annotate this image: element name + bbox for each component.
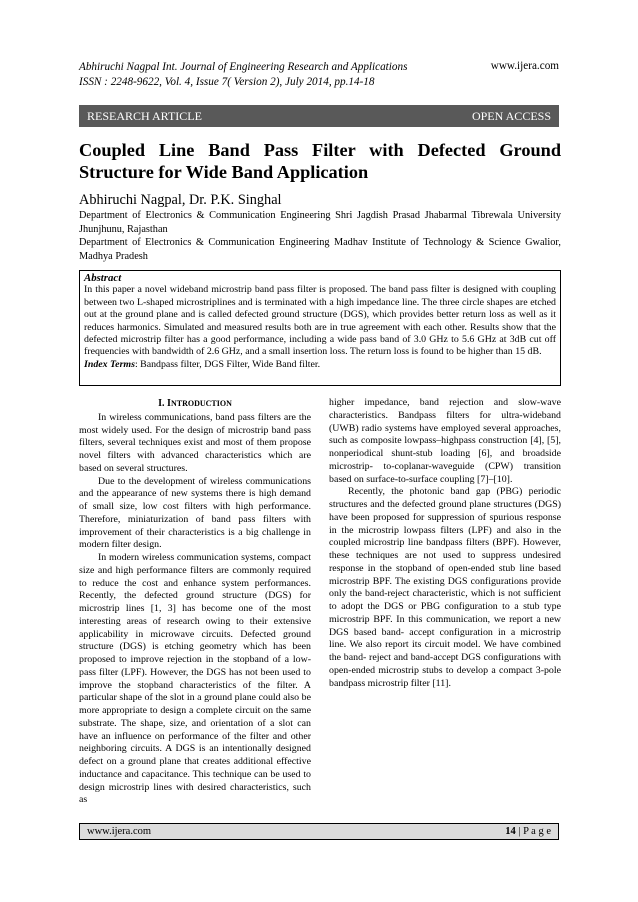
footer-site[interactable]: www.ijera.com [87,826,152,837]
abstract-text: In this paper a novel wideband microstrip band pass filter is proposed. The band pass filter is designed with coupling between two L-shaped microstriplines and is terminated with a high impedance line. The three circle shapes are etched out at the ground plane and is called defected ground structure (DGS), which provides better return loss as well as it reduces harmonics. Simulated and measured results both are in true agreement with each other. Results show that the defected microstrip filter has a good performance, including a wide pass band of 3.0 GHz to 5.6 GHz at 3dB cut off frequencies with bandwidth of 2.6 GHz, and a small insertion loss. The return loss is found to be higher than 15 dB. [84,284,556,358]
page-footer [79,823,559,840]
index-terms-label: Index Terms [84,358,135,370]
section-number: I. [158,398,165,409]
paragraph: higher impedance, band rejection and slow-wave characteristics. Bandpass filters for ultra-wideband (UWB) radio systems have employed several approaches, such as composite lowpass–highpass construction [4], [5], nonperiodical shunt-stub loading [6], and broadside microstrip- to-coplanar-waveguide (CPW) transition based on surface-to-surface coupling [7]–[10]. [329,397,561,485]
journal-line-2: ISSN : 2248-9622, Vol. 4, Issue 7( Version 2), July 2014, pp.14-18 [79,75,375,88]
section-heading [79,398,311,411]
article-banner [79,105,559,127]
journal-header [79,60,519,89]
abstract-box [79,270,561,386]
index-terms-text: : Bandpass filter, DGS Filter, Wide Band filter. [134,358,321,370]
affiliation-1: Department of Electronics & Communication Engineering Shri Jagdish Prasad Jhabarmal Tibrewala University Jhunjhunu, Rajasthan [79,210,561,235]
banner-access: OPEN ACCESS [471,108,551,123]
authors: Abhiruchi Nagpal, Dr. P.K. Singhal [79,192,282,208]
paper-title: Coupled Line Band Pass Filter with Defected Ground Structure for Wide Band Application [79,140,561,182]
paragraph: Due to the development of wireless communications and the appearance of new systems there is high demand of small size, low cost filters with high performance. Therefore, miniaturization of band pass filters with improvement of their characteristics is a big challenge in modern filter design. [79,475,311,551]
index-terms [84,359,556,371]
banner-article-type: RESEARCH ARTICLE [87,108,202,123]
section-title-initial: I [167,398,171,409]
paragraph: In wireless communications, band pass filters are the most widely used. For the design of microstrip band pass filters, several techniques exist and most of them propose novel filters with advanced characteristics which are based on several structures. [79,411,311,474]
page-label: | P a g e [515,826,551,837]
page-number-value: 14 [505,826,516,837]
paragraph: Recently, the photonic band gap (PBG) periodic structures and the defected ground plane structures (DGS) have been proposed for suppression of spurious response in the microstrip lowpass filters (LPF) and also in the coupled microstrip line bandpass filters (BPF). However, these techniques are not used to suppress undesired response in the stopband of open-ended stub line based microstrip BPF. The existing DGS configurations provide only the band-reject characteristic, which is not sufficient to adopt the DGS or PBG configuration to a stub type microstrip BPF. In this communication, we report a new DGS based band- accept configuration in a microstrip line. We also report its circuit model. We have combined the band- reject and band-accept DGS configurations with open-ended microstrip stubs to develop a compact 3-pole bandpass microstrip filter [11]. [329,486,561,689]
column-left [79,398,311,807]
column-right [329,397,561,690]
paragraph: In modern wireless communication systems, compact size and high performance filters are commonly required to reduce the cost and enhance system performances. Recently, the defected ground structure (DGS) for microstrip lines [1, 3] has become one of the most interesting areas of research owing to their extensive applicability in microwave circuits. Defected ground structure (DGS) is etching geometry which has been proposed to improve rejection in the stopband of a low-pass filter (LPF). However, the DGS has not been used to improve the stopband characteristics of the filter. A particular shape of the slot in a ground plane could also be more appropriate to design a complete circuit on the same substrate. The shape, size, and orientation of a slot can have an influence on performance of the filter and other neighboring circuits. A DGS is an intentionally designed defect on a ground plane that creates additional effective inductance and capacitance. This technique can be used to design microstrip lines with desired characteristics, such as [79,552,311,806]
journal-site[interactable]: www.ijera.com [490,60,559,72]
journal-line-1: Abhiruchi Nagpal Int. Journal of Engineering Research and Applications [79,61,408,73]
page-number [505,826,551,837]
section-title-rest: NTRODUCTION [170,399,232,408]
affiliations [79,209,561,263]
abstract-heading: Abstract [84,272,122,284]
affiliation-2: Department of Electronics & Communication Engineering Madhav Institute of Technology & Science Gwalior, Madhya Pradesh [79,237,561,262]
